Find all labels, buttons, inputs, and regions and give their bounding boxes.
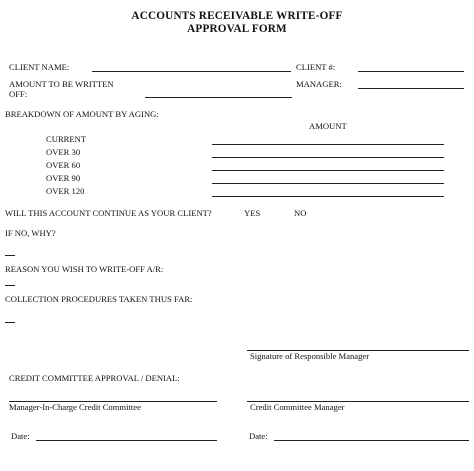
aging-row-over-30: OVER 30 [46, 147, 81, 157]
client-number-field[interactable] [358, 71, 464, 72]
collection-answer-line[interactable] [5, 322, 15, 323]
client-name-field[interactable] [92, 71, 291, 72]
amount-written-off-label: AMOUNT TO BE WRITTEN [9, 79, 114, 89]
reason-answer-line[interactable] [5, 285, 15, 286]
aging-row-over-120: OVER 120 [46, 186, 85, 196]
client-name-label: CLIENT NAME: [9, 62, 70, 72]
breakdown-label: BREAKDOWN OF AMOUNT BY AGING: [5, 109, 159, 119]
collection-procedures-label: COLLECTION PROCEDURES TAKEN THUS FAR: [5, 294, 193, 304]
if-no-why-label: IF NO, WHY? [5, 228, 56, 238]
form-title-line1: ACCOUNTS RECEIVABLE WRITE-OFF [131, 10, 343, 22]
amount-written-off-field[interactable] [145, 97, 292, 98]
aging-current-amount-field[interactable] [212, 144, 444, 145]
aging-row-current: CURRENT [46, 134, 87, 144]
manager-field[interactable] [358, 88, 464, 89]
aging-over-120-amount-field[interactable] [212, 196, 444, 197]
manager-in-charge-label: Manager-In-Charge Credit Committee [9, 402, 141, 412]
continue-client-question: WILL THIS ACCOUNT CONTINUE AS YOUR CLIENT? [5, 208, 212, 218]
amount-written-off-label-cont: OFF: [9, 89, 28, 99]
signature-manager-label: Signature of Responsible Manager [250, 351, 370, 361]
manager-label: MANAGER: [296, 79, 342, 89]
reason-label: REASON YOU WISH TO WRITE-OFF A/R: [5, 264, 164, 274]
no-option[interactable]: NO [294, 208, 307, 218]
aging-row-over-90: OVER 90 [46, 173, 81, 183]
date-right-field[interactable] [274, 440, 469, 441]
aging-over-60-amount-field[interactable] [212, 170, 444, 171]
aging-over-30-amount-field[interactable] [212, 157, 444, 158]
committee-manager-label: Credit Committee Manager [250, 402, 345, 412]
date-left-field[interactable] [36, 440, 217, 441]
aging-over-90-amount-field[interactable] [212, 183, 444, 184]
client-number-label: CLIENT #: [296, 62, 336, 72]
date-right-label: Date: [249, 431, 268, 441]
date-left-label: Date: [11, 431, 30, 441]
if-no-why-answer-line[interactable] [5, 255, 15, 256]
aging-row-over-60: OVER 60 [46, 160, 81, 170]
amount-column-header: AMOUNT [309, 121, 347, 131]
committee-approval-label: CREDIT COMMITTEE APPROVAL / DENIAL: [9, 373, 180, 383]
yes-option[interactable]: YES [244, 208, 261, 218]
form-title-line2: APPROVAL FORM [187, 23, 287, 35]
